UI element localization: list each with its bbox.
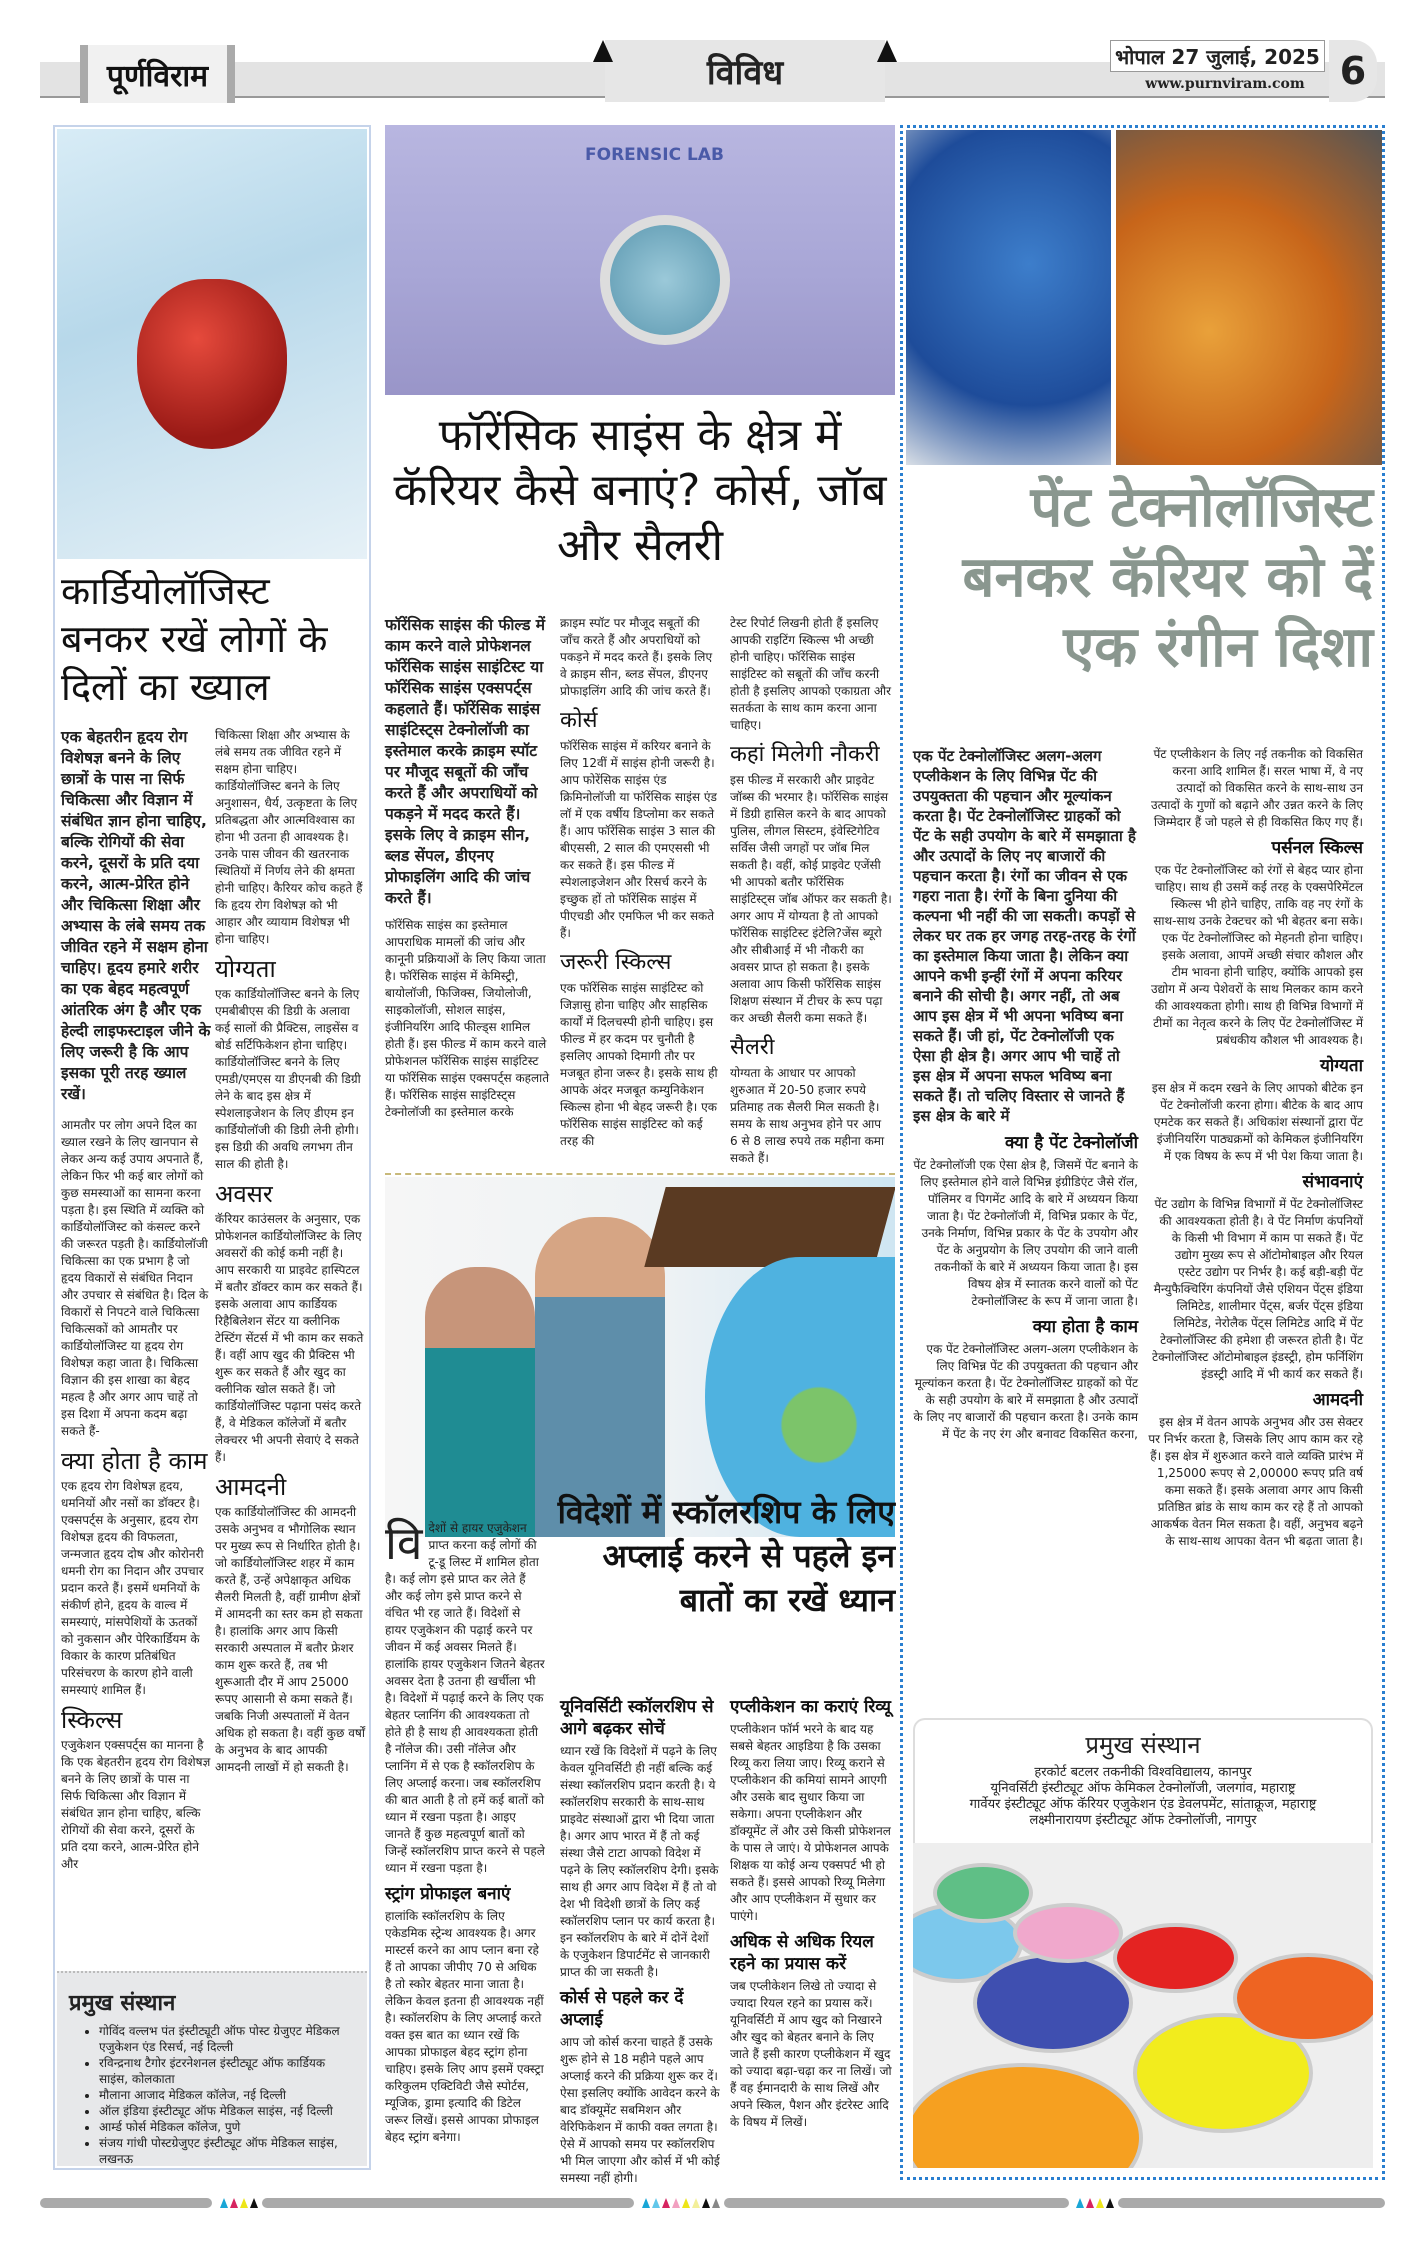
paint-can [933,1863,1033,1923]
article-paragraph: फॉरेंसिक साइंस का इस्तेमाल आपराधिक मामलों की जांच और कानूनी प्रक्रियाओं के लिए किया जाता है। फॉरेंसिक साइंस में केमिस्ट्री, बायोलॉजी, फिजिक्स, जियोलोजी, साइकोलॉजी, सोशल साइंस, इंजीनियरिंग आदि फील्ड्स शामिल होती हैं। इस फील्ड में काम करने वाले प्रोफेशनल फॉरेंसिक साइंस साइंटिस्ट या फॉरेंसिक साइंस एक्सपर्ट्स कहलाते हैं। फॉरेंसिक साइंस साइंटिस्ट्स टेक्नोलॉजी का इस्तेमाल करके [385,918,550,1119]
article-paragraph: पेंट एप्लीकेशन के लिए नई तकनीक को विकसित करना आदि शामिल हैं। सरल भाषा में, वे नए उत्पादों को विकसित करने के साथ-साथ उन उत्पादों के गुणों को बढ़ाने और उन्नत करने के लिए जिम्मेदार हैं जो पहले से ही विकसित किए गए हैं। [1151,747,1363,829]
article-paragraph: देशों से हायर एजुकेशन प्राप्त करना कई लोगों की टू-डू लिस्ट में शामिल होता है। कई लोग इसे प्राप्त कर लेते हैं और कई लोग इसे प्राप्त करने से वंचित भी रह जाते हैं। विदेशों से हायर एजुकेशन की पढ़ाई करने पर जीवन में कई अवसर मिलते हैं। हालांकि हायर एजुकेशन जितने बेहतर अवसर देता है उतना ही खर्चीला भी है। विदेशों में पढ़ाई करने के लिए एक बेहतर प्लानिंग की आवश्यकता तो होते ही है साथ ही आवश्यकता होती है नॉलेज की। उसी नॉलेज और प्लानिंग में से एक है स्कॉलरशिप के लिए अप्लाई करना। जब स्कॉलरशिप की बात आती है तो हमें कई बातों को ध्यान में रखना पड़ता है। आइए जानते हैं कुछ महत्वपूर्ण बातों को जिन्हें स्कॉलरशिप प्राप्त करने से पहले ध्यान में रखना पड़ता है। [385,1521,545,1875]
masthead [40,40,1385,102]
institute-item: • ऑल इंडिया इंस्टीट्यूट ऑफ मेडिकल साइंस, नई दिल्ली [99,2103,355,2119]
middle-column [385,125,895,2185]
edition-date: भोपाल 27 जुलाई, 2025 [1110,40,1325,72]
subheading-salary: सैलरी [730,1035,775,1060]
subheading-qualification: योग्यता [1320,1056,1363,1076]
article-paragraph: आप जो कोर्स करना चाहते हैं उसके शुरू होने से 18 महीने पहले आप अप्लाई करने की प्रक्रिया शुरू कर दें। ऐसा इसलिए क्योंकि आवेदन करने के बाद डॉक्यूमेंट सबमिशन और वेरिफिकेशन में काफी वक्त लगता है। ऐसे में आपको समय पर स्कॉलरशिप भी मिल जाएगा और कोर्स में भी कोई समस्या नहीं होगी। [560,2035,720,2185]
institute-item: यूनिवर्सिटी इंस्टीट्यूट ऑफ केमिकल टेक्नोलॉजी, जलगांव, महाराष्ट्र [990,1781,1296,1796]
heart-icon [137,279,287,449]
institutes-title: प्रमुख संस्थान [69,1991,176,2016]
article-intro: एक पेंट टेक्नोलॉजिस्ट अलग-अलग एप्लीकेशन के लिए विभिन्न पेंट की उपयुक्तता की पहचान और मूल्यांकन करता है। पेंट टेक्नोलॉजिस्ट ग्राहकों को पेंट के सही उपयोग के बारे में समझाता है और उत्पादों के लिए नए बाजारों की पहचान करता है। रंगों का जीवन से एक गहरा नाता है। रंगों के बिना दुनिया की कल्पना भी नहीं की जा सकती। कपड़ों से लेकर घर तक हर जगह तरह-तरह के रंगों का इस्तेमाल किया जाता है। लेकिन क्या आपने कभी इन्हीं रंगों में अपना करियर बनाने की सोची है। अगर नहीं, तो अब आप इस क्षेत्र में भी अपना भविष्य बना सकते हैं। जी हां, पेंट टेक्नोलॉजी एक ऐसा ही क्षेत्र है। अगर आप भी चाहें तो इस क्षेत्र में अपना सफल भविष्य बना सकते हैं। तो चलिए विस्तार से जानते हैं इस क्षेत्र के बारे में [913,747,1136,1125]
institute-item: • गोविंद वल्लभ पंत इंस्टीट्यूटी ऑफ पोस्ट ग्रेजुएट मेडिकल एजुकेशन एंड रिसर्च, नई दिल्ली [99,2023,355,2055]
subheading-what-is: क्या है पेंट टेक्नोलॉजी [1004,1133,1138,1153]
subheading-review: एप्लीकेशन का कराएं रिव्यू [730,1697,891,1717]
article-intro: फॉरेंसिक साइंस की फील्ड में काम करने वाले प्रोफेशनल फॉरेंसिक साइंस साइंटिस्ट या फॉरेंसिक साइंस एक्सपर्ट्स कहलाते हैं। फॉरेंसिक साइंस साइंटिस्ट्स टेक्नोलॉजी का इस्तेमाल करके क्राइम स्पॉट पर मौजूद सबूतों की जाँच करते हैं और अपराधियों को पकड़ने में मदद करते हैं। इसके लिए वे क्राइम सीन, ब्लड सेंपल, डीएनए प्रोफाइलिंग आदि की जांच करते हैं। [385,616,546,907]
subheading-work: क्या होता है काम [1032,1317,1138,1337]
divider [385,1173,895,1175]
subheading-opportunities: अवसर [215,1180,273,1208]
students-globe-photo [385,1177,895,1537]
student-girl [425,1267,535,1537]
article-headline: कार्डियोलॉजिस्ट बनकर रखें लोगों के दिलों का ख्याल [61,569,328,709]
institutes-list [69,2023,355,2167]
subheading-university: यूनिवर्सिटी स्कॉलरशिप से आगे बढ़कर सोचें [560,1697,714,1739]
article-paragraph: इस फील्ड में सरकारी और प्राइवेट जॉब्स की भरमार है। फॉरेंसिक साइंस में डिग्री हासिल करने के बाद आपको पुलिस, लीगल सिस्टम, इंवेस्टिगेटिव सर्विस जैसी जगहों पर जॉब मिल सकती है। वहीं, कोई प्राइवेट एजेंसी भी आपको बतौर फॉरेंसिक साइंटिस्ट्स जॉब ऑफर कर सकती है। अगर आप में योग्यता है तो आपको फॉरेंसिक साइंटिस्ट इंटेलि?जेंस ब्यूरो और सीबीआई में भी नौकरी का अवसर प्राप्त हो सकता है। इसके अलावा आप किसी फॉरेंसिक साइंस शिक्षण संस्थान में टीचर के रूप पढ़ा कर अच्छी सैलरी कमा सकते हैं। [730,773,892,1025]
article-paragraph: एक पेंट टेक्नोलॉजिस्ट अलग-अलग एप्लीकेशन के लिए विभिन्न पेंट की उपयुक्तता की पहचान और मूल्यांकन करता है। पेंट टेक्नोलॉजिस्ट ग्राहकों को पेंट के सही उपयोग के बारे में समझाता है और उत्पादों के लिए नए बाजारों की पहचान करता है। उनके काम में पेंट के नए रंग और बनावट विकसित करना, [913,1342,1138,1441]
graduation-cap-icon [644,1187,895,1267]
article-col-c [730,1690,892,2131]
page-number: 6 [1329,40,1377,102]
article-paragraph: चिकित्सा शिक्षा और अभ्यास के लंबे समय तक जीवित रहने में सक्षम होना चाहिए। कार्डियोलॉजिस्ट बनने के लिए अनुशासन, धैर्य, उत्कृष्टता के लिए प्रतिबद्धता और आत्मविश्वास का होना भी उतना ही आवश्यक है। उनके पास जीवन की खतरनाक स्थितियों में निर्णय लेने की क्षमता होनी चाहिए। कैरियर कोच कहते हैं कि हृदय रोग विशेषज्ञ को भी आहार और व्यायाम विशेषज्ञ भी होना चाहिए। [215,728,363,946]
article-paragraph: एक हृदय रोग विशेषज्ञ हृदय, धमनियों और नसों का डॉक्टर है। एक्सपर्ट्स के अनुसार, हृदय रोग विशेषज्ञ हृदय की विफलता, जन्मजात हृदय दोष और कोरोनरी धमनी रोग का निदान और उपचार प्रदान करते हैं। इसमें धमनियों के संकीर्ण होने, हृदय के वाल्व में समस्याएं, मांसपेशियों के ऊतकों को नुकसान और पेरिकार्डियम के विकार के कारण प्रतिबंधित परिसंचरण के कारण होने वाली समस्याएं शामिल हैं। [61,1479,204,1697]
print-color-bar [40,2198,1385,2210]
article-headline: विदेशों में स्कॉलरशिप के लिए अप्लाई करने से पहले इन बातों का रखें ध्यान [557,1493,895,1619]
article-paragraph: टेस्ट रिपोर्ट लिखनी होती हैं इसलिए आपकी राइटिंग स्किल्स भी अच्छी होनी चाहिए। फॉरेंसिक साइंस साइंटिस्ट को सबूतों की जाँच करनी होती है इसलिए आपको एकाग्रता और सतर्कता के साथ काम करना आना चाहिए। [730,616,892,732]
newspaper-logo[interactable]: पूर्णविराम [80,45,235,103]
subheading-work: क्या होता है काम [61,1447,208,1475]
subheading-profile: स्ट्रांग प्रोफाइल बनाएं [385,1884,511,1904]
subheading-income: आमदनी [1312,1390,1363,1410]
subheading-skills: स्किल्स [61,1706,123,1734]
article-paragraph: एक कार्डियोलॉजिस्ट बनने के लिए एमबीबीएस की डिग्री के अलावा कई सालों की प्रैक्टिस, लाइसेंस व बोर्ड सर्टिफिकेशन होना चाहिए। कार्डियोलॉजिस्ट बनने के लिए एमडी/एमएस या डीएनबी की डिग्री लेने के बाद इस क्षेत्र में स्पेशलाइजेशन के लिए डीएम इन कार्डियोलॉजी की डिग्री लेनी होगी। इस डिग्री की अवधि लगभग तीन साल की होती है। [215,987,361,1171]
subheading-course: कोर्स [560,708,598,733]
article-paragraph: जब एप्लीकेशन लिखे तो ज्यादा से ज्यादा रियल रहने का प्रयास करें। यूनिवर्सिटी में आप खुद को निखारने और खुद को बेहतर बनाने के लिए जाते हैं इसी कारण एप्लीकेशन में खुद को ज्यादा बढ़ा-चढ़ा कर ना लिखें। जो हैं वह ईमानदारी के साथ लिखें और अपने स्किल, पैशन और इंटरेस्ट आदि के विषय में लिखें। [730,1979,892,2129]
subheading-apply-early: कोर्स से पहले कर दें अप्लाई [560,1988,684,2030]
institute-item: हरकोर्ट बटलर तकनीकी विश्वविद्यालय, कानपुर [1034,1765,1252,1780]
drop-cap: वि [385,1516,423,1570]
website-link[interactable]: www.purnviram.com [1145,76,1305,92]
institute-item: • मौलाना आजाद मेडिकल कॉलेज, नई दिल्ली [99,2087,355,2103]
article-paragraph: एक पेंट टेक्नोलॉजिस्ट को रंगों से बेहद प्यार होना चाहिए। साथ ही उसमें कई तरह के एक्सपेरिमेंटल स्किल्स भी होने चाहिए, ताकि वह नए रंगों के साथ-साथ उनके टेक्टचर को भी बेहतर बना सके। एक पेंट टेक्नोलॉजिस्ट को मेहनती होना चाहिए। इसके अलावा, आपमें अच्छी संचार कौशल और टीम भावना होनी चाहिए, क्योंकि आपको इस उद्योग में अन्य पेशेवरों के साथ मिलकर काम करने की आवश्यकता होगी। साथ ही विभिन्न विभागों में टीमों का नेतृत्व करने के लिए पेंट टेक्नोलॉजिस्ट में प्रबंधकीय कौशल भी आवश्यक है। [1151,863,1363,1047]
article-col-b [560,615,720,1150]
subheading-skills: जरूरी स्किल्स [560,950,672,975]
subheading-scope: संभावनाएं [1302,1172,1363,1192]
article-paragraph: एजुकेशन एक्सपर्ट्स का मानना है कि एक बेहतरीन हृदय रोग विशेषज्ञ बनने के लिए छात्रों के पास ना सिर्फ चिकित्सा और विज्ञान में संबंधित ज्ञान होना चाहिए, बल्कि रोगियों की सेवा करने, दूसरों के प्रति दया करने, आत्म-प्रेरित होने और [61,1738,211,1871]
blue-paint-photo [906,130,1111,465]
article-paragraph: फॉरेंसिक साइंस में करियर बनाने के लिए 12वीं में साइंस होनी जरूरी है। आप फोरेंसिक साइंस एंड क्रिमिनोलॉजी या फॉरेंसिक साइंस एंड लॉ में एक वर्षीय डिप्लोमा कर सकते हैं। आप फॉरेंसिक साइंस 3 साल की बीएससी, 2 साल की एमएससी भी कर सकते हैं। इस फील्ड में स्पेशलाइजेशन और रिसर्च करने के इच्छुक हों तो फॉरेंसिक साइंस में पीएचडी और एमफिल भी कर सकते हैं। [560,739,717,940]
article-paragraph: आमतौर पर लोग अपने दिल का ख्याल रखने के लिए खानपान से लेकर अन्य कई उपाय अपनाते हैं, लेकिन फिर भी कई बार लोगों को कुछ समस्याओं का सामना करना पड़ता है। इस स्थिति में व्यक्ति को कार्डियोलॉजिस्ट को कंसल्ट करने की जरूरत पड़ती है। कार्डियोलॉजी चिकित्सा का एक प्रभाग है जो हृदय विकारों से संबंधित निदान और उपचार से संबंधित है। दिल के विकारों से निपटने वाले चिकित्सा चिकित्सकों को आमतौर पर कार्डियोलॉजिस्ट या हृदय रोग विशेषज्ञ कहा जाता है। चिकित्सा विज्ञान की इस शाखा का बेहद महत्व है और अगर आप चाहें तो इस दिशा में अपना कदम बढ़ा सकते हैं- [61,1118,209,1438]
heart-doctor-photo [57,129,367,559]
article-paragraph: ध्यान रखें कि विदेशों में पढ़ने के लिए केवल यूनिवर्सिटी ही नहीं बल्कि कई संस्था स्कॉलरशिप प्रदान करती है। ये स्कॉलरशिप सरकारी के साथ-साथ प्राइवेट संस्थाओं द्वारा भी दिया जाता है। अगर आप भारत में हैं तो कई संस्था जैसे टाटा आपको विदेश में पढ़ने के लिए स्कॉलरशिप देगी। इसके साथ ही अगर आप विदेश में हैं तो वो देश भी विदेशी छात्रों के लिए कई स्कॉलरशिप प्लान पर कार्य करता है। इन स्कॉलरशिप के बारे में दोनें देशों के एजुकेशन डिपार्टमेंट से जानकारी प्राप्त की जा सकती है। [560,1744,719,1979]
subheading-income: आमदनी [215,1473,287,1501]
article-col-a [385,615,550,1121]
article-paragraph: क्राइम स्पॉट पर मौजूद सबूतों की जाँच करते हैं और अपराधियों को पकड़ने में मदद करते हैं। इसके लिए वे क्राइम सीन, ब्लड सेंपल, डीएनए प्रोफाइलिंग आदि की जांच करते हैं। [560,616,713,698]
article-paragraph: इस क्षेत्र में वेतन आपके अनुभव और उस सेक्टर पर निर्भर करता है, जिसके लिए आप काम कर रहे हैं। इस क्षेत्र में शुरुआत करने वाले व्यक्ति प्रारंभ में 1,25000 रूपए से 2,00000 रूपए प्रति वर्ष कमा सकते हैं। इसके अलावा अगर आप किसी प्रतिष्ठित ब्रांड के साथ काम कर रहे हैं तो आपको आकर्षक वेतन मिल सकता है। वहीं, अनुभव बढ़ने के साथ-साथ आपका वेतन भी बढ़ता जाता है। [1148,1415,1363,1548]
subheading-personal-skills: पर्सनल स्किल्स [1271,838,1363,858]
article-paragraph: हालांकि स्कॉलरशिप के लिए एकेडमिक स्ट्रेन्थ आवश्यक है। अगर मास्टर्स करने का आप प्लान बना रहे हैं तो आपका जीपीए 70 से अधिक है तो स्कोर बेहतर माना जाता है। लेकिन केवल इतना ही आवश्यक नहीं है। स्कॉलरशिप के लिए अप्लाई करते वक्त इस बात का ध्यान रखें कि आपका प्रोफाइल बेहद स्ट्रांग होना चाहिए। इसके लिए आप इसमें एक्स्ट्रा करिकुलम एक्टिविटी जैसे स्पोर्टस, म्यूजिक, ड्रामा इत्यादि की डिटेल जरूर लिखें। इससे आपका प्रोफाइल बेहद स्ट्रांग बनेगा। [385,1909,544,2144]
article-paragraph: इस क्षेत्र में कदम रखने के लिए आपको बीटेक इन पेंट टेक्नोलॉजी करना होगा। बीटेक के बाद आप एमटेक कर सकते हैं। अधिकांश संस्थानों द्वारा पेंट इंजीनियरिंग पाठ्यक्रमों को केमिकल इंजीनियरिंग में एक विषय के रूप में भी पेश किया जाता है। [1151,1081,1363,1163]
article-col-a [61,727,211,1873]
paint-technologist-article [900,125,1385,2180]
paint-pigment-photo [1116,130,1382,465]
article-paragraph: पेंट उद्योग के विभिन्न विभागों में पेंट टेक्नोलॉजिस्ट की आवश्यकता होती है। वे पेंट निर्माण कंपनियों के किसी भी विभाग में काम पा सकते हैं। पेंट उद्योग मुख्य रूप से ऑटोमोबाइल और रियल एस्टेट उद्योग पर निर्भर है। कई बड़ी-बड़ी पेंट मैन्युफैक्चिरिंग कंपनियों जैसे एशियन पेंट्स इंडिया लिमिटेड, शालीमार पेंट्स, बर्जर पेंट्स इंडिया लिमिटेड, नेरोलैक पेंट्स लिमिटेड आदि में पेंट टेक्नोलॉजिस्ट की हमेशा ही जरूरत होती है। पेंट टेक्नोलॉजिस्ट ऑटोमोबाइल इंडस्ट्री, होम फर्निशिंग इंडस्ट्री आदि में भी कार्य कर सकते हैं। [1152,1197,1363,1381]
institute-item: • आर्म्ड फोर्स मेडिकल कॉलेज, पुणे [99,2119,355,2135]
article-paragraph: एप्लीकेशन फॉर्म भरने के बाद यह सबसे बेहतर आइडिया है कि उसका रिव्यू करा लिया जाए। रिव्यू कराने से एप्लीकेशन की कमियां सामने आएगी और उसके बाद सुधार किया जा सकेगा। अपना एप्लीकेशन और डॉक्यूमेंट लें और उसे किसी प्रोफेशनल के पास ले जाएं। ये प्रोफेशनल आपके शिक्षक या कोई अन्य एक्सपर्ट भी हो सकते हैं। इससे आपको रिव्यू मिलेगा और आप एप्लीकेशन में सुधार कर पाएंगे। [730,1722,891,1923]
article-headline: पेंट टेक्नोलॉजिस्ट बनकर कॅरियर को दें एक रंगीन दिशा [962,475,1373,680]
article-paragraph: पेंट टेक्नोलॉजी एक ऐसा क्षेत्र है, जिसमें पेंट बनाने के लिए इस्तेमाल होने वाले विभिन्न इंग्रीडिएंट जैसे रॉल, पॉलिमर व पिगमेंट आदि के बारे में अध्ययन किया जाता है। पेंट टेक्नोलॉजी में, विभिन्न प्रकार के पेंट, उनके निर्माण, विभिन्न प्रकार के पेंट के उपयोग और पेंट के अनुप्रयोग के लिए उपयोग की जाने वाली तकनीकों के बारे में अध्ययन किया जाता है। इस विषय क्षेत्र में स्नातक करने वालों को पेंट टेक्नोलॉजिस्ट के रूप में जाना जाता है। [913,1158,1138,1308]
section-title: विविध [605,40,885,102]
paint-can [913,2063,1143,2168]
article-col-b [1148,746,1363,1550]
institute-item: लक्ष्मीनारायण इंस्टीट्यूट ऑफ टेक्नोलॉजी, नागपुर [1029,1813,1257,1828]
institute-item: गार्वेयर इंस्टीट्यूट ऑफ कॅरियर एजुकेशन एंड डेवलपमेंट, सांताक्रूज, महाराष्ट्र [969,1797,1317,1812]
article-col-a [913,746,1138,1443]
article-headline: फॉरेंसिक साइंस के क्षेत्र में कॅरियर कैसे बनाएं? कोर्स, जॉब और सैलरी [393,410,887,571]
article-col-a [385,1516,545,2146]
article-col-b [215,727,365,1776]
paint-can [973,1953,1133,2053]
institute-item: • संजय गांधी पोस्टग्रेजुएट इंस्टीट्यूट ऑफ मेडिकल साइंस, लखनऊ [99,2135,355,2167]
forensic-lab-photo [385,125,895,395]
institutes-box [57,1971,367,2166]
paint-cans-photo [913,1843,1373,2168]
article-paragraph: एक कार्डियोलॉजिस्ट की आमदनी उसके अनुभव व भौगोलिक स्थान पर मुख्य रूप से निर्धारित होती है। जो कार्डियोलॉजिस्ट शहर में काम करते हैं, उन्हें अपेक्षाकृत अधिक सैलरी मिलती है, वहीं ग्रामीण क्षेत्रों में आमदनी का स्तर कम हो सकता है। हालांकि अगर आप किसी सरकारी अस्पताल में बतौर फ्रेशर काम शुरू करते हैं, तब भी शुरूआती दौर में आप 25000 रूपए आसानी से कमा सकते हैं। जबकि निजी अस्पतालों में वेतन अधिक हो सकता है। वहीं कुछ वर्षों के अनुभव के बाद आपकी आमदनी लाखों में हो सकती है। [215,1505,365,1774]
paint-can [1113,1923,1238,1993]
institute-item: • रविन्द्रनाथ टैगोर इंटरनेशनल इंस्टीट्यूट ऑफ कार्डियक साइंस, कोलकाता [99,2055,355,2087]
article-col-c [730,615,892,1167]
subheading-qualification: योग्यता [215,955,276,983]
article-col-b [560,1690,720,2187]
cardiologist-article [53,125,371,2170]
institutes-title: प्रमुख संस्थान [1085,1731,1201,1759]
subheading-be-real: अधिक से अधिक रियल रहने का प्रयास करें [730,1932,874,1974]
institutes-box [913,1718,1373,1848]
subheading-jobs: कहां मिलेगी नौकरी [730,742,880,767]
article-paragraph: एक फॉरेंसिक साइंस साइंटिस्ट को जिज्ञासु होना चाहिए और साहसिक कार्यों में दिलचस्पी होनी चाहिए। इस फील्ड में हर कदम पर चुनौती है इसलिए आपको दिमागी तौर पर मजबूत होना जरूर है। इसके साथ ही आपके अंदर मजबूत कम्युनिकेशन स्किल्स होना भी बेहद जरूरी है। एक फॉरेंसिक साइंस साइंटिस्ट को कई तरह की [560,981,718,1148]
paint-can [1233,1953,1373,2043]
paint-can [1013,1903,1123,1963]
article-paragraph: कॅरियर काउंसलर के अनुसार, एक प्रोफेशनल कार्डियोलॉजिस्ट के लिए अवसरों की कोई कमी नहीं है। आप सरकारी या प्राइवेट हास्पिटल में बतौर डॉक्टर काम कर सकते हैं। इसके अलावा आप कार्डियक रिहैबिलेशन सेंटर या क्लीनिक टेस्टिंग सेंटर्स में भी काम कर सकते हैं। वहीं आप खुद की प्रैक्टिस भी शुरू कर सकते हैं और खुद का क्लीनिक खोल सकते हैं। जो कार्डियोलॉजिस्ट पढ़ाना पसंद करते हैं, वे मेडिकल कॉलेजों में बतौर लेक्चरर भी अपनी सेवाएं दे सकते हैं। [215,1212,364,1464]
magnifier-icon [600,215,730,345]
article-intro: एक बेहतरीन हृदय रोग विशेषज्ञ बनने के लिए छात्रों के पास ना सिर्फ चिकित्सा और विज्ञान में संबंधित ज्ञान होना चाहिए, बल्कि रोगियों की सेवा करने, दूसरों के प्रति दया करने, आत्म-प्रेरित होने और चिकित्सा शिक्षा और अभ्यास के लंबे समय तक जीवित रहने में सक्षम होना चाहिए। हृदय हमारे शरीर का एक बेहद महत्वपूर्ण आंतरिक अंग है और एक हेल्दी लाइफस्टाइल जीने के लिए जरूरी है कि आप इसका पूरी तरह ख्याल रखें। [61,728,211,1103]
forensic-lab-sign: FORENSIC LAB [585,145,724,165]
article-paragraph: योग्यता के आधार पर आपको शुरुआत में 20-50 हजार रुपये प्रतिमाह तक सैलरी मिल सकती है। समय के साथ अनुभव होने पर आप 6 से 8 लाख रुपये तक महीना कमा सकते हैं। [730,1066,885,1165]
